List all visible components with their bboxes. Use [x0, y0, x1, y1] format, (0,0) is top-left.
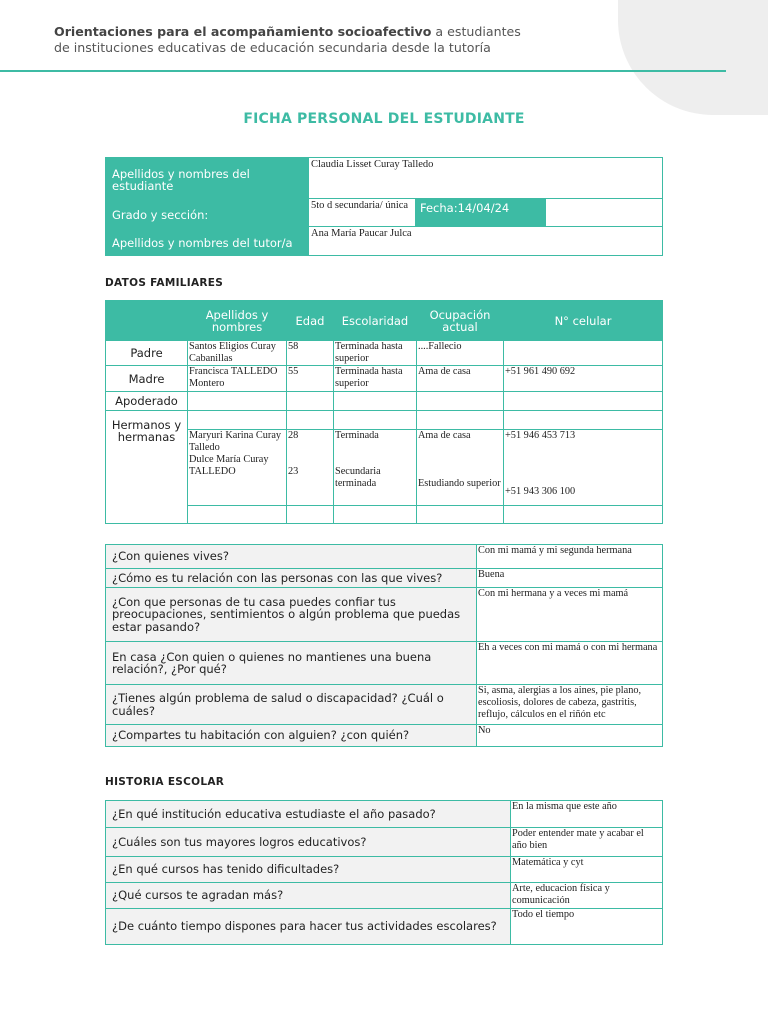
header-rest: a estudiantes [431, 24, 521, 39]
grade-label: Grado y sección: [106, 199, 309, 227]
sibling2-age: 23 [288, 466, 299, 477]
table-row [106, 392, 663, 411]
table-row [106, 545, 663, 569]
header-occupation: Ocupación actual [417, 301, 504, 341]
questions-table [105, 544, 663, 747]
family-table [105, 300, 663, 524]
sibling2-phone: +51 943 306 100 [505, 486, 576, 497]
padre-name: Santos Eligios Curay Cabanillas [188, 341, 287, 366]
siblings-occupation [417, 430, 504, 506]
question-4: En casa ¿Con quien o quienes no mantienes una buena relación?, ¿Por qué? [106, 642, 477, 685]
padre-age: 58 [287, 341, 334, 366]
madre-name: Francisca TALLEDO Montero [188, 366, 287, 392]
row-label-hermanos: Hermanos y hermanas [106, 411, 188, 524]
school-question-2: ¿Cuáles son tus mayores logros educativos? [106, 828, 511, 857]
answer-4: Eh a veces con mi mamá o con mi hermana [477, 642, 663, 685]
siblings-names [188, 430, 287, 506]
school-question-4: ¿Qué cursos te agradan más? [106, 883, 511, 909]
header-divider [0, 70, 726, 72]
siblings-school [334, 430, 417, 506]
school-question-5: ¿De cuánto tiempo dispones para hacer tus actividades escolares? [106, 909, 511, 945]
question-3: ¿Con que personas de tu casa puedes confiar tus preocupaciones, sentimientos o algún problema que puedas estar pasando? [106, 588, 477, 642]
header-age: Edad [287, 301, 334, 341]
question-2: ¿Cómo es tu relación con las personas con las que vives? [106, 569, 477, 588]
table-row [106, 588, 663, 642]
school-history-table [105, 800, 663, 945]
corner-decoration [618, 0, 768, 115]
sibling2-school: Secundaria terminada [335, 466, 381, 489]
student-name-label: Apellidos y nombres del estudiante [106, 158, 309, 199]
row-label-apoderado: Apoderado [106, 392, 188, 411]
madre-phone: +51 961 490 692 [504, 366, 663, 392]
madre-school: Terminada hasta superior [334, 366, 417, 392]
sibling1-occupation: Ama de casa [418, 430, 471, 441]
row-label-padre: Padre [106, 341, 188, 366]
date-label: Fecha:14/04/24 [416, 199, 546, 227]
student-name-value: Claudia Lisset Curay Talledo [309, 158, 663, 199]
padre-occupation: ....Fallecio [417, 341, 504, 366]
question-5: ¿Tienes algún problema de salud o discapacidad? ¿Cuál o cuáles? [106, 685, 477, 725]
madre-occupation: Ama de casa [417, 366, 504, 392]
table-row [106, 828, 663, 857]
answer-5: Si, asma, alergias a los aines, pie plano, escoliosis, dolores de cabeza, gastritis, reflujo, cálculos en el riñón etc [477, 685, 663, 725]
sibling2-occupation: Estudiando superior [418, 478, 501, 489]
madre-age: 55 [287, 366, 334, 392]
answer-6: No [477, 725, 663, 747]
school-question-3: ¿En qué cursos has tenido dificultades? [106, 857, 511, 883]
padre-school: Terminada hasta superior [334, 341, 417, 366]
table-row [106, 857, 663, 883]
school-answer-5: Todo el tiempo [511, 909, 663, 945]
header-bold: Orientaciones para el acompañamiento socioafectivo [54, 24, 432, 39]
table-row [106, 801, 663, 828]
table-row [106, 725, 663, 747]
siblings-phone [504, 430, 663, 506]
header-school: Escolaridad [334, 301, 417, 341]
table-row [106, 411, 663, 430]
header-line2: de instituciones educativas de educación secundaria desde la tutoría [54, 40, 491, 55]
table-row [106, 366, 663, 392]
siblings-ages [287, 430, 334, 506]
page-title: FICHA PERSONAL DEL ESTUDIANTE [243, 111, 525, 127]
table-row [106, 569, 663, 588]
family-section-title: DATOS FAMILIARES [105, 277, 224, 289]
sibling1-school: Terminada [335, 430, 379, 441]
sibling1-phone: +51 946 453 713 [505, 430, 576, 441]
document-header [54, 24, 521, 56]
sibling1-age: 28 [288, 430, 299, 441]
school-answer-3: Matemática y cyt [511, 857, 663, 883]
table-row [106, 642, 663, 685]
row-label-madre: Madre [106, 366, 188, 392]
table-row [106, 506, 663, 524]
grade-value: 5to d secundaria/ única [309, 199, 416, 227]
table-row [106, 430, 663, 506]
padre-phone [504, 341, 663, 366]
school-answer-2: Poder entender mate y acabar el año bien [511, 828, 663, 857]
tutor-value: Ana María Paucar Julca [309, 227, 663, 256]
header-name: Apellidos y nombres [188, 301, 287, 341]
header-empty [106, 301, 188, 341]
question-6: ¿Compartes tu habitación con alguien? ¿con quién? [106, 725, 477, 747]
answer-2: Buena [477, 569, 663, 588]
question-1: ¿Con quienes vives? [106, 545, 477, 569]
tutor-label: Apellidos y nombres del tutor/a [106, 227, 309, 256]
date-empty [546, 199, 663, 227]
sibling1-name: Maryuri Karina Curay Talledo [189, 430, 282, 453]
school-answer-1: En la misma que este año [511, 801, 663, 828]
table-row [106, 341, 663, 366]
table-row [106, 883, 663, 909]
school-question-1: ¿En qué institución educativa estudiaste el año pasado? [106, 801, 511, 828]
table-row [106, 685, 663, 725]
header-phone: N° celular [504, 301, 663, 341]
school-section-title: HISTORIA ESCOLAR [105, 776, 225, 788]
sibling2-name: Dulce María Curay TALLEDO [189, 454, 269, 477]
answer-3: Con mi hermana y a veces mi mamá [477, 588, 663, 642]
table-row [106, 909, 663, 945]
school-answer-4: Arte, educacion física y comunicación [511, 883, 663, 909]
answer-1: Con mi mamá y mi segunda hermana [477, 545, 663, 569]
personal-info-table [105, 157, 663, 256]
